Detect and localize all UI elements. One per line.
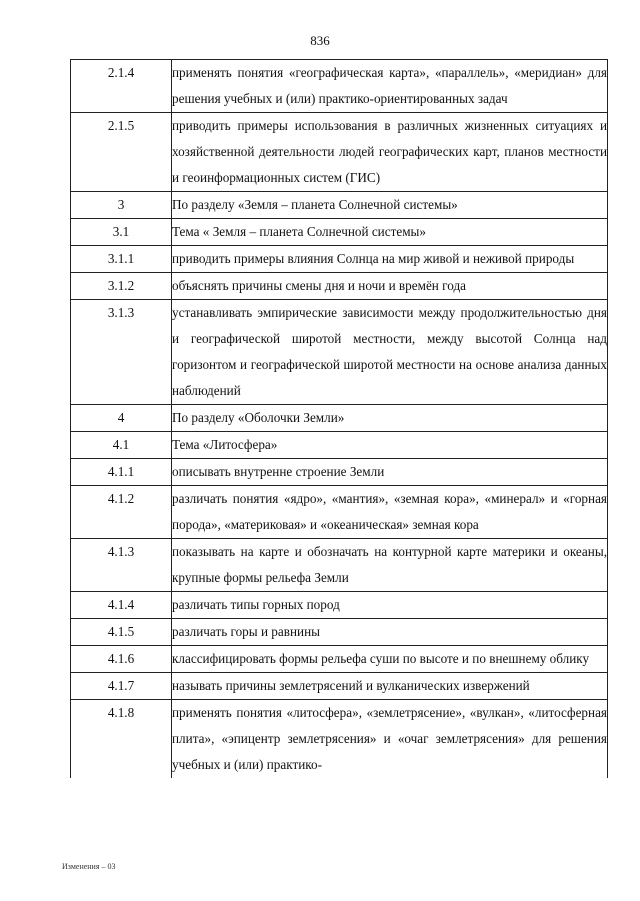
row-text: называть причины землетрясений и вулканических извержений <box>172 673 608 700</box>
row-code: 2.1.4 <box>71 60 172 113</box>
table-row <box>71 646 608 673</box>
row-code: 3.1.1 <box>71 246 172 273</box>
row-code: 3.1.3 <box>71 300 172 405</box>
row-text: классифицировать формы рельефа суши по высоте и по внешнему облику <box>172 646 608 673</box>
table-row <box>71 273 608 300</box>
row-text: различать понятия «ядро», «мантия», «земная кора», «минерал» и «горная порода», «материковая» и «океаническая» земная кора <box>172 486 608 539</box>
table-row <box>71 405 608 432</box>
row-code: 4.1.6 <box>71 646 172 673</box>
table-row <box>71 673 608 700</box>
row-text: По разделу «Оболочки Земли» <box>172 405 608 432</box>
row-text: показывать на карте и обозначать на контурной карте материки и океаны, крупные формы рельефа Земли <box>172 539 608 592</box>
table-row <box>71 432 608 459</box>
revision-footer: Изменения – 03 <box>62 862 116 871</box>
row-code: 3.1 <box>71 219 172 246</box>
row-text: различать типы горных пород <box>172 592 608 619</box>
table-row <box>71 619 608 646</box>
table-row <box>71 192 608 219</box>
row-code: 4.1.3 <box>71 539 172 592</box>
table-row <box>71 700 608 779</box>
table-row <box>71 486 608 539</box>
row-text: По разделу «Земля – планета Солнечной системы» <box>172 192 608 219</box>
row-code: 4.1.2 <box>71 486 172 539</box>
row-code: 4.1.1 <box>71 459 172 486</box>
table-row <box>71 246 608 273</box>
row-code: 4.1.7 <box>71 673 172 700</box>
row-text: различать горы и равнины <box>172 619 608 646</box>
row-code: 4.1 <box>71 432 172 459</box>
row-code: 4 <box>71 405 172 432</box>
table-row <box>71 459 608 486</box>
page-number: 836 <box>310 33 330 48</box>
table-row <box>71 592 608 619</box>
row-text: Тема « Земля – планета Солнечной системы» <box>172 219 608 246</box>
requirements-table <box>70 59 608 778</box>
row-code: 4.1.5 <box>71 619 172 646</box>
row-text: приводить примеры влияния Солнца на мир живой и неживой природы <box>172 246 608 273</box>
row-code: 4.1.8 <box>71 700 172 779</box>
row-text: применять понятия «географическая карта», «параллель», «меридиан» для решения учебных и (или) практико-ориентированных задач <box>172 60 608 113</box>
table-row <box>71 539 608 592</box>
row-code: 4.1.4 <box>71 592 172 619</box>
row-text: Тема «Литосфера» <box>172 432 608 459</box>
table-row <box>71 219 608 246</box>
row-text: описывать внутренне строение Земли <box>172 459 608 486</box>
table-row <box>71 60 608 113</box>
row-code: 2.1.5 <box>71 113 172 192</box>
table-row <box>71 113 608 192</box>
row-text: объяснять причины смены дня и ночи и времён года <box>172 273 608 300</box>
row-text: приводить примеры использования в различных жизненных ситуациях и хозяйственной деятельности людей географических карт, планов местности и геоинформационных систем (ГИС) <box>172 113 608 192</box>
row-text: применять понятия «литосфера», «землетрясение», «вулкан», «литосферная плита», «эпицентр землетрясения» и «очаг землетрясения» для решения учебных и (или) практико- <box>172 700 608 779</box>
table-row <box>71 300 608 405</box>
row-text: устанавливать эмпирические зависимости между продолжительностью дня и географической широтой местности, между высотой Солнца над горизонтом и географической широтой местности на основе анализа данных наблюдений <box>172 300 608 405</box>
row-code: 3.1.2 <box>71 273 172 300</box>
row-code: 3 <box>71 192 172 219</box>
